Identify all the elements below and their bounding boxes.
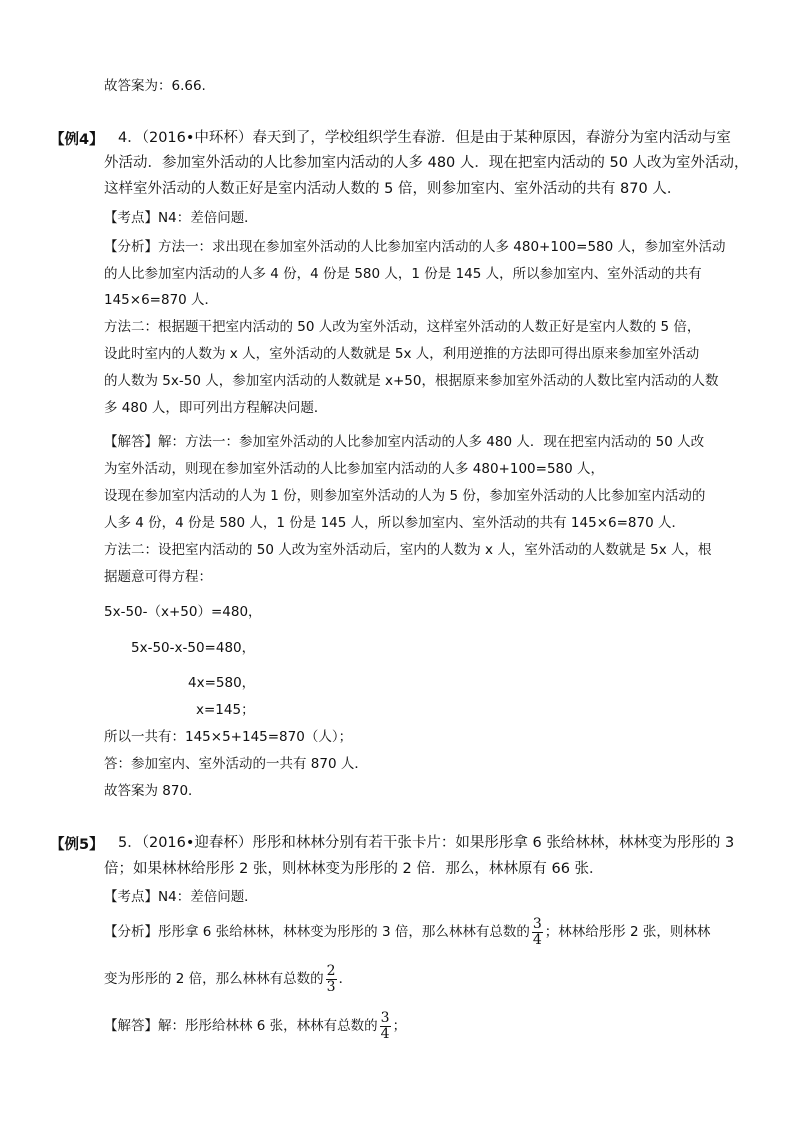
solution-text: ； [392, 1018, 407, 1034]
example-4-analysis-line: 方法二：根据题干把室内活动的 50 人改为室外活动，这样室外活动的人数正好是室内人数的 5 倍， [104, 319, 701, 335]
fraction-numerator: 2 [326, 962, 336, 979]
example-4-solution-line: 方法二：设把室内活动的 50 人改为室外活动后，室内的人数为 x 人，室外活动的人数就是 5x 人，根 [104, 542, 712, 558]
example-4-question-line: 这样室外活动的人数正好是室内活动人数的 5 倍，则参加室内、室外活动的共有 870 人． [104, 181, 682, 197]
example-4-kaodian: 【考点】N4：差倍问题． [104, 210, 258, 226]
example-4-solution-line: 【解答】解：方法一：参加室外活动的人比参加室内活动的人多 480 人．现在把室内活动的 50 人改 [104, 434, 705, 450]
analysis-text: 【分析】彤彤拿 6 张给林林，林林变为彤彤的 3 倍，那么林林有总数的 [104, 924, 530, 940]
example-4-solution-line: 设现在参加室内活动的人为 1 份，则参加室外活动的人为 5 份，参加室外活动的人比参加室内活动的 [104, 488, 706, 504]
example-5-analysis-line-2 [104, 962, 352, 996]
fraction-numerator: 3 [380, 1009, 390, 1026]
analysis-text: ． [338, 971, 353, 987]
example-4-analysis-line: 设此时室内的人数为 x 人，室外活动的人数就是 5x 人，利用逆推的方法即可得出原来参加室外活动 [104, 346, 700, 362]
analysis-text: 变为彤彤的 2 倍，那么林林有总数的 [104, 971, 324, 987]
solution-text: 【解答】解：彤彤给林林 6 张，林林有总数的 [104, 1018, 378, 1034]
example-5-kaodian: 【考点】N4：差倍问题． [104, 889, 258, 905]
previous-answer: 故答案为：6.66. [104, 78, 206, 94]
example-4-solution-line: 人多 4 份，4 份是 580 人，1 份是 145 人，所以参加室内、室外活动的共有 145×6=870 人． [104, 515, 685, 531]
analysis-text: ；林林给彤彤 2 张，则林林 [544, 924, 711, 940]
example-4-final: 故答案为 870． [104, 783, 202, 799]
example-4-reply: 答：参加室内、室外活动的一共有 870 人． [104, 756, 368, 772]
example-5-solution-line [104, 1009, 406, 1043]
example-4-solution-line: 为室外活动，则现在参加室外活动的人比参加室内活动的人多 480+100=580 人， [104, 461, 605, 477]
fraction-three-quarters [532, 917, 543, 948]
example-5-analysis-line-1 [104, 915, 710, 949]
example-4-analysis-line: 多 480 人，即可列出方程解决问题． [104, 400, 328, 416]
equation-line: x=145； [196, 702, 255, 718]
example-4-analysis-line: 【分析】方法一：求出现在参加室外活动的人比参加室内活动的人多 480+100=580 人，参加室外活动 [104, 239, 726, 255]
example-4-total: 所以一共有：145×5+145=870（人）； [104, 729, 353, 745]
fraction-two-thirds [326, 964, 337, 995]
example-5-tag: 【例5】 [50, 837, 104, 853]
equation-line: 4x=580， [188, 675, 256, 691]
fraction-denominator: 4 [532, 931, 542, 948]
example-4-question-line: 外活动．参加室外活动的人比参加室内活动的人多 480 人．现在把室内活动的 50 人改为室外活动， [104, 155, 749, 171]
example-5-question-line: 倍；如果林林给彤彤 2 张，则林林变为彤彤的 2 倍．那么，林林原有 66 张． [104, 861, 604, 877]
example-5-question-line: 5．（2016•迎春杯）彤彤和林林分别有若干张卡片：如果彤彤拿 6 张给林林，林林变为彤彤的 3 [118, 835, 735, 851]
example-4-tag: 【例4】 [50, 132, 104, 148]
equation-line: 5x-50-（x+50）=480， [104, 604, 262, 620]
fraction-three-quarters [380, 1011, 391, 1042]
fraction-denominator: 4 [380, 1025, 390, 1042]
example-4-analysis-line: 的人比参加室内活动的人多 4 份，4 份是 580 人，1 份是 145 人，所以参加室内、室外活动的共有 [104, 266, 702, 282]
example-4-solution-line: 据题意可得方程： [104, 569, 212, 585]
example-4-analysis-line: 的人数为 5x-50 人，参加室内活动的人数就是 x+50，根据原来参加室外活动的人数比室内活动的人数 [104, 373, 719, 389]
example-4-analysis-line: 145×6=870 人． [104, 292, 219, 308]
fraction-numerator: 3 [532, 915, 542, 932]
equation-line: 5x-50-x-50=480， [131, 640, 256, 656]
example-4-question-line: 4．（2016•中环杯）春天到了，学校组织学生春游．但是由于某种原因，春游分为室内活动与室 [118, 130, 731, 146]
fraction-denominator: 3 [326, 978, 336, 995]
